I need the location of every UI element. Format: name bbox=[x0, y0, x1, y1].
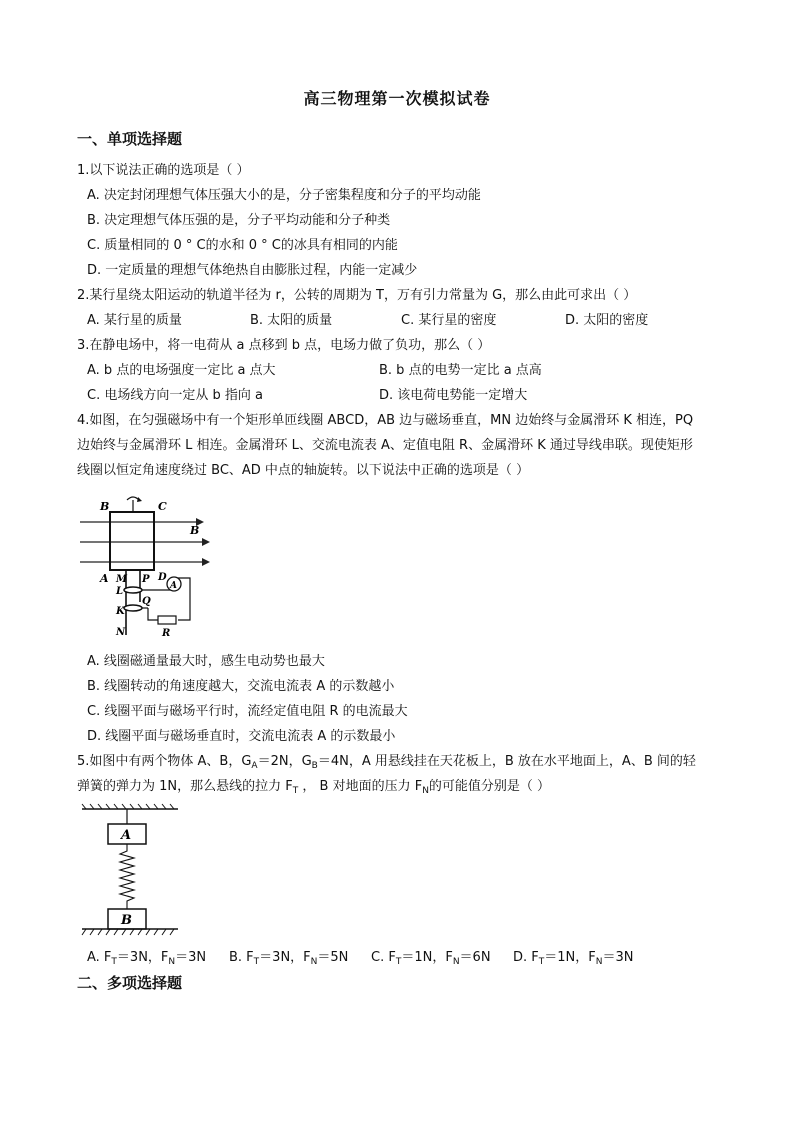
q2-stem: 2.某行星绕太阳运动的轨道半径为 r，公转的周期为 T，万有引力常量为 G，那么由此可求出（ ） bbox=[77, 288, 637, 303]
q4-fig-label-r: R bbox=[162, 628, 171, 639]
q3-option-b[interactable]: B. b 点的电势一定比 a 点高 bbox=[379, 363, 542, 378]
q4-fig-label-b2: B bbox=[190, 524, 200, 537]
q5-option-c[interactable]: C. $F_T=1N$，$F_N=6N$ bbox=[371, 950, 491, 967]
q5-fig-label-b: B bbox=[121, 913, 132, 928]
q5-stem-line1: 5.如图中有两个物体 A、B，$G_A=2N$，$G_B=4N$，A 用悬线挂在天花板上，B 放在水平地面上，A、B 间的轻 bbox=[77, 754, 696, 771]
q3-option-a[interactable]: A. b 点的电场强度一定比 a 点大 bbox=[87, 363, 276, 378]
q4-option-c[interactable]: C. 线圈平面与磁场平行时，流经定值电阻 R 的电流最大 bbox=[87, 704, 408, 719]
page-title: 高三物理第一次模拟试卷 bbox=[303, 89, 491, 108]
q3-stem: 3.在静电场中，将一电荷从 a 点移到 b 点，电场力做了负功，那么（ ） bbox=[77, 338, 491, 353]
q3-option-d[interactable]: D. 该电荷电势能一定增大 bbox=[379, 388, 528, 403]
q3-option-c[interactable]: C. 电场线方向一定从 b 指向 a bbox=[87, 388, 263, 403]
section-single-choice: 一、单项选择题 bbox=[77, 130, 183, 148]
q1-option-d[interactable]: D. 一定质量的理想气体绝热自由膨胀过程，内能一定减少 bbox=[87, 263, 418, 278]
q4-option-d[interactable]: D. 线圈平面与磁场垂直时，交流电流表 A 的示数最小 bbox=[87, 729, 396, 744]
q4-fig-label-l: L bbox=[116, 586, 124, 597]
q5-fig-label-a: A bbox=[121, 828, 132, 843]
q5-option-d[interactable]: D. $F_T=1N$，$F_N=3N$ bbox=[513, 950, 634, 967]
q4-fig-label-d: D bbox=[158, 572, 167, 583]
q5-spring-figure bbox=[80, 803, 180, 938]
q5-option-b[interactable]: B. $F_T=3N$，$F_N=5N$ bbox=[229, 950, 349, 967]
q2-option-d[interactable]: D. 太阳的密度 bbox=[565, 313, 649, 328]
q2-option-c[interactable]: C. 某行星的密度 bbox=[401, 313, 497, 328]
q1-option-a[interactable]: A. 决定封闭理想气体压强大小的是，分子密集程度和分子的平均动能 bbox=[87, 188, 481, 203]
q4-fig-label-m: M bbox=[116, 574, 128, 585]
q4-option-a[interactable]: A. 线圈磁通量最大时，感生电动势也最大 bbox=[87, 654, 325, 669]
q4-stem-line3: 线圈以恒定角速度绕过 BC、AD 中点的轴旋转。以下说法中正确的选项是（ ） bbox=[77, 463, 530, 478]
q5-option-a[interactable]: A. $F_T=3N$，$F_N=3N$ bbox=[87, 950, 207, 967]
q4-coil-figure bbox=[78, 490, 218, 640]
q4-fig-label-p: P bbox=[142, 574, 150, 585]
q4-fig-label-k: K bbox=[116, 606, 125, 617]
q4-fig-label-ammeter: A bbox=[170, 581, 177, 591]
q4-fig-label-q: Q bbox=[142, 596, 151, 607]
section-multiple-choice: 二、多项选择题 bbox=[77, 974, 183, 992]
q4-stem-line2: 边始终与金属滑环 L 相连。金属滑环 L、交流电流表 A、定值电阻 R、金属滑环 K 通过导线串联。现使矩形 bbox=[77, 438, 693, 453]
q4-stem-line1: 4.如图，在匀强磁场中有一个矩形单匝线圈 ABCD，AB 边与磁场垂直，MN 边始终与金属滑环 K 相连，PQ bbox=[77, 413, 694, 428]
q2-option-a[interactable]: A. 某行星的质量 bbox=[87, 313, 182, 328]
q4-fig-label-b1: B bbox=[100, 500, 110, 513]
q2-option-b[interactable]: B. 太阳的质量 bbox=[250, 313, 333, 328]
q1-option-b[interactable]: B. 决定理想气体压强的是，分子平均动能和分子种类 bbox=[87, 213, 391, 228]
q4-option-b[interactable]: B. 线圈转动的角速度越大，交流电流表 A 的示数越小 bbox=[87, 679, 395, 694]
q5-stem-line2: 弹簧的弹力为 1N，那么悬线的拉力 $F_T$ ， B 对地面的压力 $F_N$的可能值分别是（ ） bbox=[77, 779, 551, 796]
q1-stem: 1.以下说法正确的选项是（ ） bbox=[77, 163, 250, 178]
q4-fig-label-a: A bbox=[100, 572, 109, 585]
q4-fig-label-c: C bbox=[158, 500, 167, 513]
q4-fig-label-n: N bbox=[116, 627, 126, 638]
q1-option-c[interactable]: C. 质量相同的 0 ° C的水和 0 ° C的冰具有相同的内能 bbox=[87, 238, 398, 253]
